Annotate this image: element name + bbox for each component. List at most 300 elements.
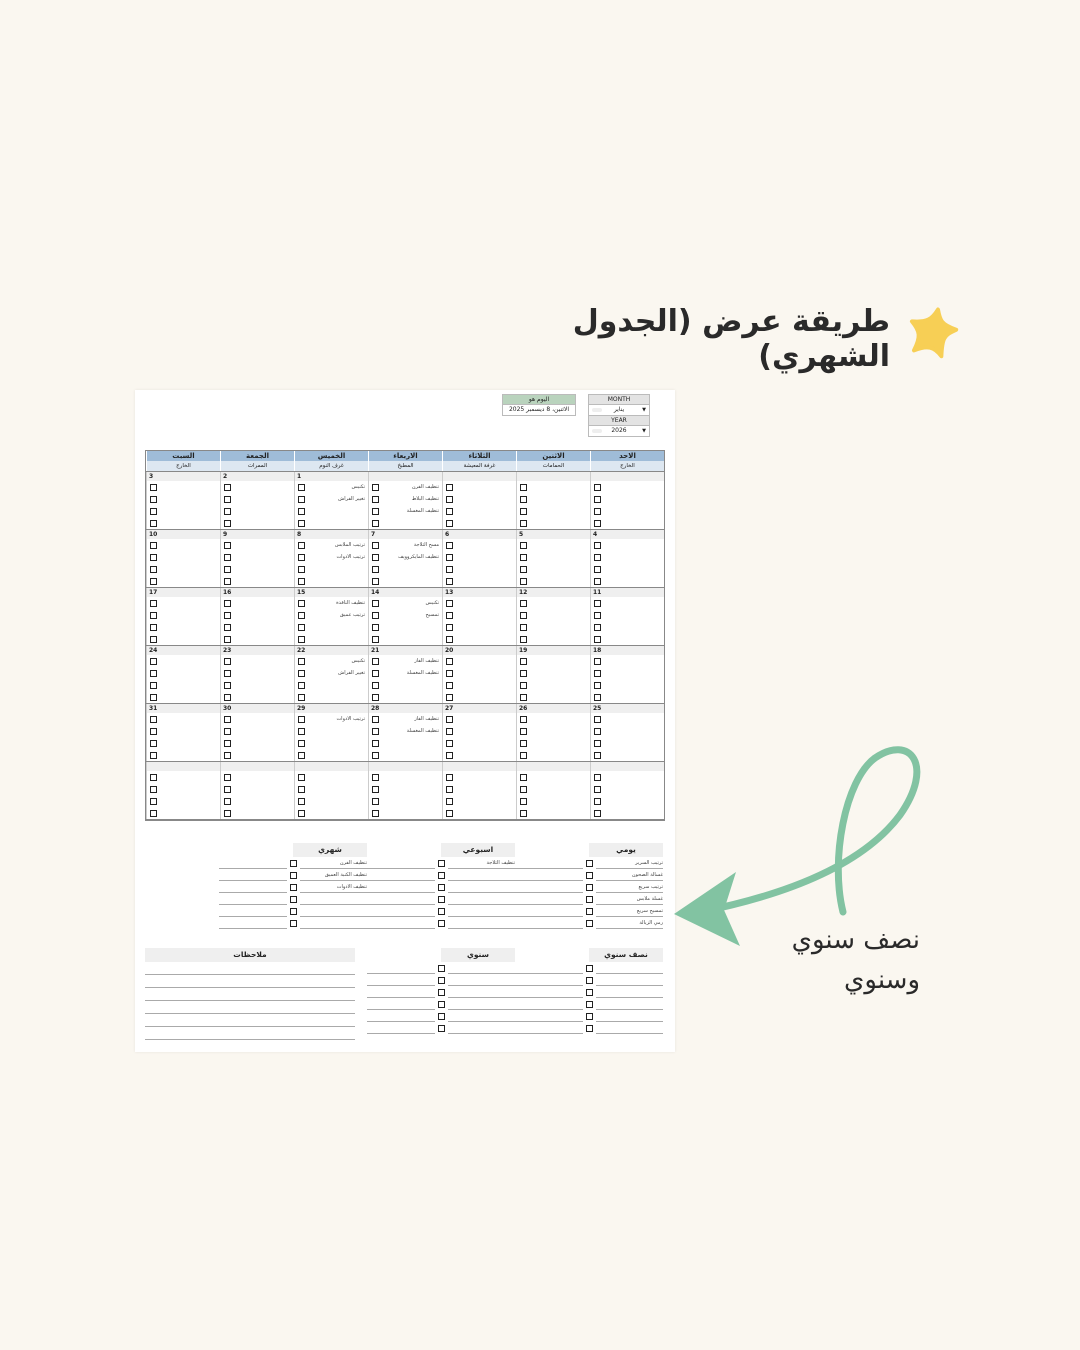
task-checkbox[interactable] xyxy=(298,484,305,491)
notes-line[interactable] xyxy=(145,988,355,1001)
task-checkbox[interactable] xyxy=(446,728,453,735)
list-checkbox[interactable] xyxy=(586,896,593,903)
task-checkbox[interactable] xyxy=(372,624,379,631)
task-checkbox[interactable] xyxy=(446,658,453,665)
task-row xyxy=(443,493,516,505)
list-blank-line[interactable] xyxy=(515,1011,583,1022)
task-checkbox[interactable] xyxy=(594,566,601,573)
task-checkbox[interactable] xyxy=(298,636,305,643)
task-checkbox[interactable] xyxy=(520,670,527,677)
list-blank-line[interactable] xyxy=(367,906,435,917)
task-checkbox[interactable] xyxy=(372,508,379,515)
task-checkbox[interactable] xyxy=(224,566,231,573)
list-checkbox[interactable] xyxy=(290,884,297,891)
day-cell xyxy=(294,713,368,761)
task-checkbox[interactable] xyxy=(150,520,157,527)
task-checkbox[interactable] xyxy=(520,774,527,781)
list-blank-line[interactable] xyxy=(219,918,287,929)
task-row xyxy=(221,667,294,679)
list-item-label xyxy=(448,1023,516,1034)
task-checkbox[interactable] xyxy=(298,752,305,759)
week-dates-row xyxy=(146,472,664,481)
list-checkbox[interactable] xyxy=(586,920,593,927)
task-checkbox[interactable] xyxy=(224,600,231,607)
list-checkbox[interactable] xyxy=(438,860,445,867)
task-checkbox[interactable] xyxy=(446,624,453,631)
task-checkbox[interactable] xyxy=(520,682,527,689)
list-blank-line[interactable] xyxy=(367,1011,435,1022)
task-checkbox[interactable] xyxy=(150,810,157,817)
task-checkbox[interactable] xyxy=(150,600,157,607)
task-checkbox[interactable] xyxy=(224,554,231,561)
list-item-label xyxy=(448,975,516,986)
task-checkbox[interactable] xyxy=(446,798,453,805)
list-checkbox[interactable] xyxy=(290,908,297,915)
list-blank-line[interactable] xyxy=(219,870,287,881)
task-checkbox[interactable] xyxy=(446,554,453,561)
task-checkbox[interactable] xyxy=(446,600,453,607)
notes-line[interactable] xyxy=(145,1027,355,1040)
task-checkbox[interactable] xyxy=(446,682,453,689)
list-blank-line[interactable] xyxy=(367,999,435,1010)
calendar-week xyxy=(146,530,664,588)
task-checkbox[interactable] xyxy=(224,752,231,759)
list-blank-line[interactable] xyxy=(367,1023,435,1034)
list-blank-line[interactable] xyxy=(367,894,435,905)
list-checkbox[interactable] xyxy=(586,965,593,972)
task-checkbox[interactable] xyxy=(224,484,231,491)
task-row xyxy=(221,771,294,783)
task-checkbox[interactable] xyxy=(446,508,453,515)
notes-line[interactable] xyxy=(145,1014,355,1027)
task-checkbox[interactable] xyxy=(224,636,231,643)
task-checkbox[interactable] xyxy=(446,694,453,701)
task-checkbox[interactable] xyxy=(520,728,527,735)
list-checkbox[interactable] xyxy=(586,872,593,879)
task-checkbox[interactable] xyxy=(520,740,527,747)
task-checkbox[interactable] xyxy=(150,716,157,723)
task-checkbox[interactable] xyxy=(150,798,157,805)
list-blank-line[interactable] xyxy=(367,870,435,881)
task-checkbox[interactable] xyxy=(372,600,379,607)
task-checkbox[interactable] xyxy=(594,624,601,631)
task-checkbox[interactable] xyxy=(372,658,379,665)
month-select[interactable] xyxy=(589,405,649,415)
task-checkbox[interactable] xyxy=(520,566,527,573)
task-checkbox[interactable] xyxy=(520,496,527,503)
task-checkbox[interactable] xyxy=(150,774,157,781)
task-checkbox[interactable] xyxy=(150,612,157,619)
task-checkbox[interactable] xyxy=(224,682,231,689)
task-checkbox[interactable] xyxy=(446,774,453,781)
task-checkbox[interactable] xyxy=(594,496,601,503)
list-blank-line[interactable] xyxy=(367,975,435,986)
day-cell xyxy=(590,713,664,761)
list-blank-line[interactable] xyxy=(367,858,435,869)
task-checkbox[interactable] xyxy=(224,786,231,793)
task-checkbox[interactable] xyxy=(446,484,453,491)
task-checkbox[interactable] xyxy=(224,496,231,503)
list-checkbox[interactable] xyxy=(290,860,297,867)
day-cell xyxy=(294,597,368,645)
task-checkbox[interactable] xyxy=(224,670,231,677)
task-checkbox[interactable] xyxy=(298,682,305,689)
day-header: الجمعة xyxy=(220,451,294,461)
task-checkbox[interactable] xyxy=(224,716,231,723)
task-checkbox[interactable] xyxy=(446,612,453,619)
task-checkbox[interactable] xyxy=(224,810,231,817)
task-row xyxy=(147,725,220,737)
task-checkbox[interactable] xyxy=(298,624,305,631)
list-blank-line[interactable] xyxy=(515,894,583,905)
task-checkbox[interactable] xyxy=(298,520,305,527)
list-checkbox[interactable] xyxy=(586,1025,593,1032)
task-checkbox[interactable] xyxy=(520,798,527,805)
week-dates-row xyxy=(146,704,664,713)
task-row xyxy=(369,621,442,633)
task-row xyxy=(591,575,664,587)
task-checkbox[interactable] xyxy=(520,786,527,793)
list-blank-line[interactable] xyxy=(219,906,287,917)
task-checkbox[interactable] xyxy=(446,578,453,585)
task-row xyxy=(295,737,368,749)
task-checkbox[interactable] xyxy=(224,578,231,585)
list-checkbox[interactable] xyxy=(290,896,297,903)
list-blank-line[interactable] xyxy=(515,963,583,974)
task-checkbox[interactable] xyxy=(372,636,379,643)
week-dates-row xyxy=(146,646,664,655)
task-checkbox[interactable] xyxy=(520,694,527,701)
task-checkbox[interactable] xyxy=(372,496,379,503)
list-blank-line[interactable] xyxy=(219,858,287,869)
list-checkbox[interactable] xyxy=(438,965,445,972)
weekly-rows xyxy=(367,857,515,929)
task-checkbox[interactable] xyxy=(224,624,231,631)
list-checkbox[interactable] xyxy=(438,1001,445,1008)
task-row xyxy=(591,783,664,795)
list-checkbox[interactable] xyxy=(438,1025,445,1032)
task-checkbox[interactable] xyxy=(594,774,601,781)
task-checkbox[interactable] xyxy=(446,520,453,527)
list-blank-line[interactable] xyxy=(515,858,583,869)
task-checkbox[interactable] xyxy=(446,810,453,817)
day-header: الاثنين xyxy=(516,451,590,461)
task-checkbox[interactable] xyxy=(372,520,379,527)
task-checkbox[interactable] xyxy=(372,484,379,491)
task-checkbox[interactable] xyxy=(150,484,157,491)
task-checkbox[interactable] xyxy=(372,810,379,817)
task-checkbox[interactable] xyxy=(150,728,157,735)
task-checkbox[interactable] xyxy=(298,774,305,781)
list-blank-line[interactable] xyxy=(515,870,583,881)
list-blank-line[interactable] xyxy=(219,882,287,893)
task-checkbox[interactable] xyxy=(520,612,527,619)
day-cell xyxy=(590,539,664,587)
task-checkbox[interactable] xyxy=(594,600,601,607)
task-row xyxy=(517,713,590,725)
task-checkbox[interactable] xyxy=(224,798,231,805)
date-number: 6 xyxy=(442,530,516,539)
task-row xyxy=(591,795,664,807)
task-checkbox[interactable] xyxy=(594,658,601,665)
list-checkbox[interactable] xyxy=(586,1013,593,1020)
task-checkbox[interactable] xyxy=(594,520,601,527)
list-blank-line[interactable] xyxy=(515,987,583,998)
task-checkbox[interactable] xyxy=(150,542,157,549)
list-blank-line[interactable] xyxy=(367,918,435,929)
task-row xyxy=(591,597,664,609)
list-row xyxy=(367,986,515,998)
list-checkbox[interactable] xyxy=(438,896,445,903)
task-checkbox[interactable] xyxy=(372,554,379,561)
task-checkbox[interactable] xyxy=(224,694,231,701)
list-blank-line[interactable] xyxy=(367,987,435,998)
notes-line[interactable] xyxy=(145,975,355,988)
list-checkbox[interactable] xyxy=(586,989,593,996)
list-checkbox[interactable] xyxy=(290,872,297,879)
task-row xyxy=(517,609,590,621)
date-number: 7 xyxy=(368,530,442,539)
task-checkbox[interactable] xyxy=(594,716,601,723)
task-checkbox[interactable] xyxy=(594,578,601,585)
task-checkbox[interactable] xyxy=(594,612,601,619)
list-checkbox[interactable] xyxy=(438,977,445,984)
task-checkbox[interactable] xyxy=(298,600,305,607)
list-checkbox[interactable] xyxy=(586,977,593,984)
task-label: ترتيب الادوات xyxy=(336,716,365,722)
task-row xyxy=(517,575,590,587)
task-checkbox[interactable] xyxy=(446,740,453,747)
list-blank-line[interactable] xyxy=(515,999,583,1010)
list-blank-line[interactable] xyxy=(367,882,435,893)
task-checkbox[interactable] xyxy=(594,798,601,805)
task-checkbox[interactable] xyxy=(150,554,157,561)
task-checkbox[interactable] xyxy=(372,740,379,747)
date-number xyxy=(516,762,590,771)
day-cell xyxy=(146,539,220,587)
task-checkbox[interactable] xyxy=(594,636,601,643)
task-checkbox[interactable] xyxy=(150,670,157,677)
task-checkbox[interactable] xyxy=(594,542,601,549)
task-checkbox[interactable] xyxy=(298,728,305,735)
task-checkbox[interactable] xyxy=(150,752,157,759)
task-row xyxy=(517,749,590,761)
task-checkbox[interactable] xyxy=(520,554,527,561)
task-checkbox[interactable] xyxy=(150,566,157,573)
task-checkbox[interactable] xyxy=(224,740,231,747)
task-checkbox[interactable] xyxy=(224,520,231,527)
task-checkbox[interactable] xyxy=(520,600,527,607)
task-checkbox[interactable] xyxy=(224,728,231,735)
list-blank-line[interactable] xyxy=(367,963,435,974)
task-checkbox[interactable] xyxy=(520,578,527,585)
task-row xyxy=(295,597,368,609)
date-number: 26 xyxy=(516,704,590,713)
task-checkbox[interactable] xyxy=(520,542,527,549)
notes-line[interactable] xyxy=(145,962,355,975)
task-checkbox[interactable] xyxy=(372,682,379,689)
room-header: الخارج xyxy=(146,461,220,471)
task-checkbox[interactable] xyxy=(298,612,305,619)
task-checkbox[interactable] xyxy=(372,786,379,793)
list-checkbox[interactable] xyxy=(438,908,445,915)
dropdown-arrow-icon: ▼ xyxy=(642,407,646,413)
list-blank-line[interactable] xyxy=(515,1023,583,1034)
task-checkbox[interactable] xyxy=(150,496,157,503)
list-blank-line[interactable] xyxy=(515,918,583,929)
list-checkbox[interactable] xyxy=(438,920,445,927)
notes-line[interactable] xyxy=(145,1001,355,1014)
task-checkbox[interactable] xyxy=(372,798,379,805)
task-checkbox[interactable] xyxy=(446,542,453,549)
task-row xyxy=(443,667,516,679)
task-checkbox[interactable] xyxy=(298,508,305,515)
task-checkbox[interactable] xyxy=(594,752,601,759)
task-checkbox[interactable] xyxy=(520,658,527,665)
task-checkbox[interactable] xyxy=(594,728,601,735)
task-checkbox[interactable] xyxy=(594,682,601,689)
task-checkbox[interactable] xyxy=(520,752,527,759)
task-checkbox[interactable] xyxy=(298,694,305,701)
task-checkbox[interactable] xyxy=(298,810,305,817)
task-checkbox[interactable] xyxy=(150,508,157,515)
task-row xyxy=(591,737,664,749)
task-checkbox[interactable] xyxy=(372,566,379,573)
task-checkbox[interactable] xyxy=(298,798,305,805)
calendar-week xyxy=(146,472,664,530)
task-checkbox[interactable] xyxy=(150,682,157,689)
task-checkbox[interactable] xyxy=(520,508,527,515)
task-checkbox[interactable] xyxy=(150,740,157,747)
task-checkbox[interactable] xyxy=(150,624,157,631)
task-row xyxy=(221,517,294,529)
list-row xyxy=(367,857,515,869)
list-row xyxy=(515,893,663,905)
task-checkbox[interactable] xyxy=(372,542,379,549)
task-checkbox[interactable] xyxy=(372,694,379,701)
task-checkbox[interactable] xyxy=(150,658,157,665)
date-number xyxy=(220,762,294,771)
list-blank-line[interactable] xyxy=(515,906,583,917)
list-row xyxy=(367,905,515,917)
list-checkbox[interactable] xyxy=(586,908,593,915)
date-number: 4 xyxy=(590,530,664,539)
task-checkbox[interactable] xyxy=(150,578,157,585)
task-checkbox[interactable] xyxy=(446,716,453,723)
list-checkbox[interactable] xyxy=(438,1013,445,1020)
task-checkbox[interactable] xyxy=(372,578,379,585)
task-checkbox[interactable] xyxy=(298,716,305,723)
day-cell xyxy=(146,771,220,819)
task-checkbox[interactable] xyxy=(298,496,305,503)
task-checkbox[interactable] xyxy=(446,496,453,503)
task-checkbox[interactable] xyxy=(372,728,379,735)
task-checkbox[interactable] xyxy=(594,740,601,747)
task-checkbox[interactable] xyxy=(446,670,453,677)
task-checkbox[interactable] xyxy=(372,774,379,781)
task-checkbox[interactable] xyxy=(594,810,601,817)
task-checkbox[interactable] xyxy=(298,542,305,549)
task-checkbox[interactable] xyxy=(520,624,527,631)
task-row xyxy=(221,655,294,667)
date-number: 8 xyxy=(294,530,368,539)
task-checkbox[interactable] xyxy=(372,670,379,677)
task-checkbox[interactable] xyxy=(224,774,231,781)
task-checkbox[interactable] xyxy=(520,520,527,527)
day-cell xyxy=(294,481,368,529)
date-number xyxy=(590,472,664,481)
task-checkbox[interactable] xyxy=(446,636,453,643)
task-checkbox[interactable] xyxy=(446,786,453,793)
task-checkbox[interactable] xyxy=(298,670,305,677)
list-blank-line[interactable] xyxy=(515,882,583,893)
task-checkbox[interactable] xyxy=(298,786,305,793)
task-checkbox[interactable] xyxy=(594,694,601,701)
task-checkbox[interactable] xyxy=(594,670,601,677)
task-checkbox[interactable] xyxy=(150,694,157,701)
list-blank-line[interactable] xyxy=(515,975,583,986)
task-row xyxy=(443,481,516,493)
task-row xyxy=(295,749,368,761)
list-checkbox[interactable] xyxy=(290,920,297,927)
task-checkbox[interactable] xyxy=(446,752,453,759)
list-item-label: تنظيف الكنبة العميق xyxy=(300,870,368,881)
task-checkbox[interactable] xyxy=(520,636,527,643)
date-number: 28 xyxy=(368,704,442,713)
task-checkbox[interactable] xyxy=(520,716,527,723)
year-select[interactable] xyxy=(589,426,649,436)
task-checkbox[interactable] xyxy=(224,542,231,549)
task-row xyxy=(369,493,442,505)
task-checkbox[interactable] xyxy=(224,658,231,665)
list-checkbox[interactable] xyxy=(438,989,445,996)
task-checkbox[interactable] xyxy=(298,554,305,561)
task-checkbox[interactable] xyxy=(372,612,379,619)
task-checkbox[interactable] xyxy=(594,554,601,561)
task-checkbox[interactable] xyxy=(594,786,601,793)
task-checkbox[interactable] xyxy=(298,566,305,573)
task-row xyxy=(369,725,442,737)
list-checkbox[interactable] xyxy=(586,1001,593,1008)
list-checkbox[interactable] xyxy=(586,860,593,867)
task-checkbox[interactable] xyxy=(520,484,527,491)
list-checkbox[interactable] xyxy=(438,884,445,891)
day-cell xyxy=(516,597,590,645)
list-item-label xyxy=(448,963,516,974)
task-checkbox[interactable] xyxy=(224,612,231,619)
date-number: 2 xyxy=(220,472,294,481)
headline xyxy=(480,304,890,374)
list-blank-line[interactable] xyxy=(219,894,287,905)
task-checkbox[interactable] xyxy=(298,740,305,747)
task-checkbox[interactable] xyxy=(150,786,157,793)
task-row xyxy=(221,713,294,725)
task-checkbox[interactable] xyxy=(594,508,601,515)
task-checkbox[interactable] xyxy=(150,636,157,643)
task-row xyxy=(443,655,516,667)
task-checkbox[interactable] xyxy=(224,508,231,515)
task-checkbox[interactable] xyxy=(298,658,305,665)
task-checkbox[interactable] xyxy=(372,716,379,723)
list-checkbox[interactable] xyxy=(438,872,445,879)
year-value: 2026 xyxy=(611,427,627,434)
task-checkbox[interactable] xyxy=(520,810,527,817)
task-checkbox[interactable] xyxy=(446,566,453,573)
task-checkbox[interactable] xyxy=(594,484,601,491)
task-checkbox[interactable] xyxy=(298,578,305,585)
task-checkbox[interactable] xyxy=(372,752,379,759)
list-checkbox[interactable] xyxy=(586,884,593,891)
